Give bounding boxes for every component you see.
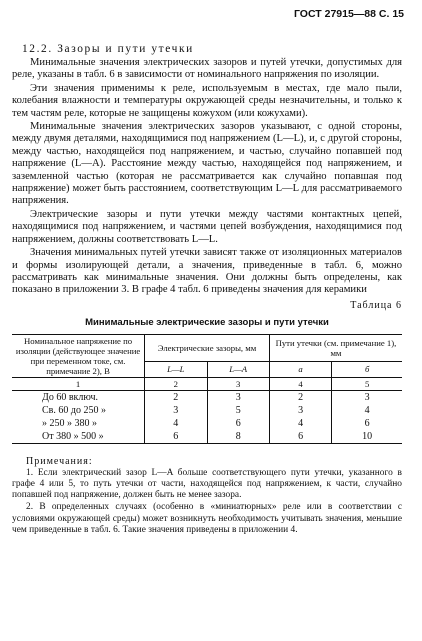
table-caption: Минимальные электрические зазоры и пути утечки (85, 316, 329, 328)
paragraph: Электрические зазоры и пути утечки между частями контактных цепей, находящимися под напряжением, и частями цепей возбуждения, находящимися под напряжением, должны соответствовать L—L. (12, 208, 402, 245)
paragraph: Эти значения применимы к реле, используемым в местах, где мало пыли, колебания влажности и температуры окружающей среды незначительны, и только к тем частям реле, которые не защищены кожухом (или кожухами). (12, 82, 402, 119)
value-cell: 3 (145, 404, 207, 417)
value-cell: 6 (145, 430, 207, 444)
clearance-table (12, 334, 402, 444)
table-row (12, 417, 402, 430)
column-number: 4 (269, 377, 331, 390)
table-row (12, 404, 402, 417)
table-label-row (12, 300, 402, 312)
page-header: ГОСТ 27915—88 С. 15 (293, 8, 404, 20)
subheader-a: а (269, 362, 331, 378)
table-label: Таблица 6 (350, 299, 402, 311)
table-row (12, 390, 402, 404)
document-body (12, 42, 402, 537)
column-number: 2 (145, 377, 207, 390)
column-number: 1 (12, 377, 145, 390)
value-cell: 3 (364, 391, 370, 403)
subheader-l-a: L—A (207, 362, 269, 378)
voltage-cell: » 250 » 380 » (12, 417, 145, 430)
column-number-row (12, 377, 402, 390)
value-cell: 3 (207, 390, 269, 404)
value-cell: 4 (364, 404, 370, 416)
header-voltage: Номинальное напряжение по изоляции (действующее значение при переменном токе, см. примечание 2), В (12, 334, 145, 377)
value-cell: 6 (207, 417, 269, 430)
table-row (12, 430, 402, 444)
note: 1. Если электрический зазор L—A больше соответствующего пути утечки, указанного в графе 4 или 5, то путь утечки от части, находящейся под напряжением, к части, случайно попавшей под напряжение, должен быть не менее зазора. (12, 467, 402, 501)
note: 2. В определенных случаях (особенно в «миниатюрных» реле или в соответствии с условиями окружающей среды) может возникнуть необходимость учитывать значения, меньшие чем приведенные в табл. 6. Такие значения приведены в приложении 4. (12, 502, 402, 535)
value-cell: 6 (364, 417, 370, 429)
paragraph: Минимальные значения электрических зазоров указывают, с одной стороны, между двумя деталями, находящимися под напряжением (L—L), и, с другой стороны, между частью, находящейся под напряжением, и частью, случайно попавшей под напряжение (L—A). Расстояние между частью, находящейся под напряжением, и заземленной частью (которая не рассматривается как случайно попавшая под напряжение) может быть расстоянием, соответствующим L—L для рассматриваемого напряжения. (12, 121, 402, 207)
value-cell: 4 (269, 417, 331, 430)
value-cell: 2 (269, 390, 331, 404)
value-cell: 10 (332, 430, 402, 444)
subheader-b: б (332, 362, 402, 378)
value-cell: 4 (145, 417, 207, 430)
paragraph: Минимальные значения электрических зазоров и путей утечки, допустимых для реле, указаны в табл. 6 в зависимости от номинального напряжения по изоляции. (12, 57, 402, 81)
header-creepage: Пути утечки (см. примечание 1), мм (269, 334, 402, 361)
subheader-l-l: L—L (145, 362, 207, 378)
paragraph: Значения минимальных путей утечки зависят также от изоляционных материалов и формы изолирующей детали, а значения, приведенные в табл. 6, можно рассматривать как минимальные значения. Они должны быть определены, как показано в приложении 3. В графе 4 табл. 6 приведены значения для керамики (12, 247, 402, 296)
value-cell: 2 (145, 390, 207, 404)
voltage-cell: До 60 включ. (12, 390, 145, 404)
column-number: 5 (332, 377, 402, 390)
value-cell: 8 (207, 430, 269, 444)
value-cell: 6 (269, 430, 331, 444)
notes-title: Примечания: (26, 455, 93, 467)
header-clearances: Электрические зазоры, мм (145, 334, 270, 361)
value-cell: 3 (269, 404, 331, 417)
section-title: 12.2. Зазоры и пути утечки (22, 43, 194, 55)
value-cell: 5 (207, 404, 269, 417)
voltage-cell: Св. 60 до 250 » (12, 404, 145, 417)
voltage-cell: От 380 » 500 » (12, 430, 145, 444)
column-number: 3 (207, 377, 269, 390)
